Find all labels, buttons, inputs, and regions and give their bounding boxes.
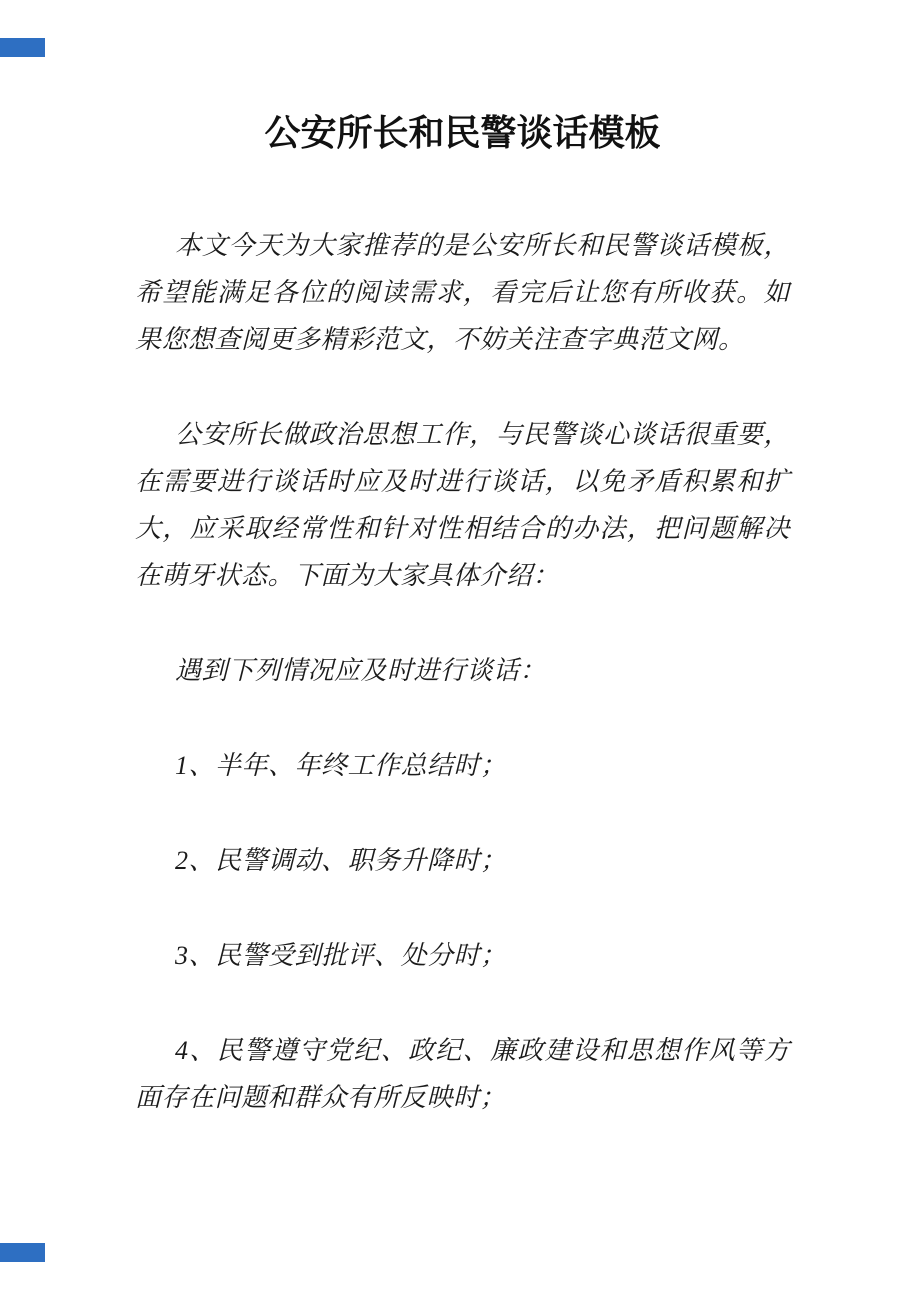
list-item-2: 2、民警调动、职务升降时； — [175, 846, 507, 875]
paragraph-overview: 公安所长做政治思想工作，与民警谈心谈话很重要，在需要进行谈话时应及时进行谈话，以免矛盾积累和扩大，应采取经常性和针对性相结合的办法，把问题解决在萌牙状态。下面为大家具体介绍： — [135, 420, 790, 590]
list-item-4: 4、民警遵守党纪、政纪、廉政建设和思想作风等方面存在问题和群众有所反映时； — [135, 1036, 790, 1112]
paragraph-list-lead: 遇到下列情况应及时进行谈话： — [175, 656, 547, 685]
list-item-1: 1、半年、年终工作总结时； — [175, 751, 507, 780]
list-item-3: 3、民警受到批评、处分时； — [175, 941, 507, 970]
page-corner-marker-bottom-icon — [0, 1243, 45, 1262]
paragraph-intro: 本文今天为大家推荐的是公安所长和民警谈话模板，希望能满足各位的阅读需求，看完后让您有所收获。如果您想查阅更多精彩范文，不妨关注查字典范文网。 — [135, 231, 790, 354]
document-title: 公安所长和民警谈话模板 — [264, 113, 661, 153]
page-corner-marker-top-icon — [0, 38, 45, 57]
document-content — [135, 0, 790, 1121]
